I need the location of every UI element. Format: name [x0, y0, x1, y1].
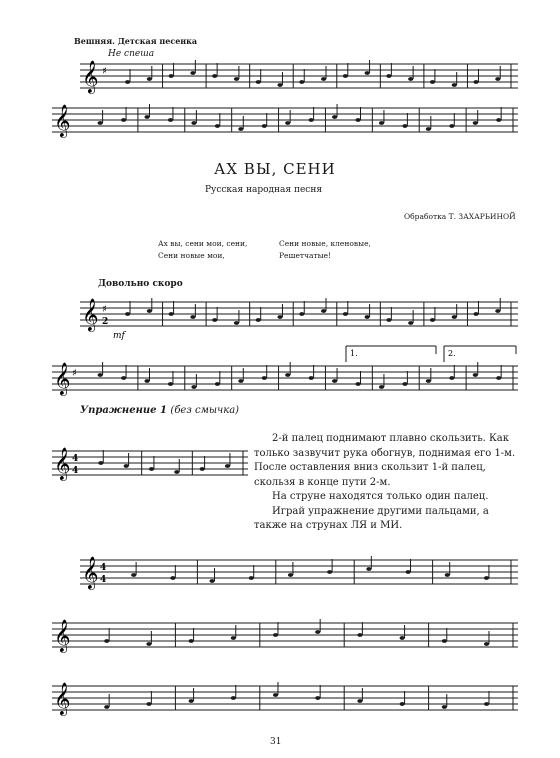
- svg-text:4: 4: [100, 575, 107, 585]
- note-head: [170, 576, 175, 580]
- note-head: [231, 636, 236, 640]
- note-head: [189, 699, 194, 703]
- note-head: [285, 373, 290, 377]
- note-head: [168, 382, 173, 386]
- note-head: [343, 312, 348, 316]
- note-head: [321, 309, 326, 313]
- verse-left: [158, 238, 247, 262]
- verse-line: Ах вы, сени мои, сени,: [158, 239, 248, 248]
- note-head: [379, 385, 384, 389]
- note-head: [124, 464, 129, 468]
- note-head: [169, 312, 174, 316]
- note-head: [125, 80, 130, 84]
- piece-credit: Вешняя. Детская песенка: [74, 36, 198, 46]
- note-head: [131, 573, 136, 577]
- note-head: [400, 636, 405, 640]
- note-head: [249, 576, 254, 580]
- exercise-staff: [52, 447, 252, 481]
- note-head: [121, 118, 126, 122]
- note-head: [408, 77, 413, 81]
- page-number: 31: [270, 737, 282, 747]
- note-head: [191, 385, 196, 389]
- note-head: [357, 699, 362, 703]
- staff-3: [80, 298, 520, 341]
- volta-1-label: 1.: [350, 349, 358, 358]
- note-head: [473, 121, 478, 125]
- exercise-staff-4: [52, 682, 522, 716]
- note-head: [256, 80, 261, 84]
- note-head: [285, 121, 290, 125]
- exercise-staff-3: [52, 619, 522, 653]
- note-head: [473, 80, 478, 84]
- note-head: [473, 373, 478, 377]
- note-head: [484, 576, 489, 580]
- note-head: [496, 118, 501, 122]
- note-head: [98, 121, 103, 125]
- note-head: [146, 642, 151, 646]
- note-head: [365, 315, 370, 319]
- song-subtitle: Русская народная песня: [205, 185, 322, 195]
- note-head: [402, 382, 407, 386]
- note-head: [147, 77, 152, 81]
- note-head: [442, 705, 447, 709]
- note-head: [400, 702, 405, 706]
- staff-1: [80, 60, 520, 94]
- sharp-icon: ♯: [72, 368, 77, 379]
- arranger-credit: Обработка Т. ЗАХАРЬИНОЙ: [404, 212, 516, 221]
- note-head: [212, 318, 217, 322]
- instruction-paragraph: На струне находятся только один палец.: [272, 491, 489, 502]
- note-head: [495, 309, 500, 313]
- note-head: [273, 633, 278, 637]
- note-head: [452, 315, 457, 319]
- dynamic-mf: mf: [113, 331, 125, 341]
- note-head: [299, 312, 304, 316]
- verse-line: Сени новые, кленовые,: [279, 239, 371, 248]
- note-head: [104, 705, 109, 709]
- note-head: [473, 312, 478, 316]
- note-head: [430, 318, 435, 322]
- note-head: [355, 382, 360, 386]
- note-head: [277, 83, 282, 87]
- exercise-title: Упражнение 1: [80, 405, 167, 416]
- volta-2-label: 2.: [448, 349, 456, 358]
- note-head: [315, 696, 320, 700]
- note-head: [445, 573, 450, 577]
- tempo-marking: Не спеша: [108, 49, 155, 59]
- time-signature: 2: [102, 317, 109, 327]
- note-head: [225, 464, 230, 468]
- note-head: [191, 121, 196, 125]
- note-head: [379, 121, 384, 125]
- note-head: [327, 570, 332, 574]
- note-head: [212, 74, 217, 78]
- note-head: [366, 567, 371, 571]
- note-head: [200, 467, 205, 471]
- note-head: [309, 118, 314, 122]
- song-tempo: Довольно скоро: [98, 279, 183, 289]
- note-head: [343, 74, 348, 78]
- treble-clef-icon: 𝄞: [82, 298, 99, 331]
- note-head: [238, 127, 243, 131]
- time-signature: 4: [72, 466, 79, 476]
- note-head: [174, 470, 179, 474]
- note-head: [231, 696, 236, 700]
- note-head: [215, 382, 220, 386]
- note-head: [210, 579, 215, 583]
- verse-right: [279, 238, 371, 262]
- note-head: [98, 373, 103, 377]
- instruction-paragraph: Играй упражнение другими пальцами, а также на струнах ЛЯ и МИ.: [254, 505, 489, 531]
- note-head: [484, 642, 489, 646]
- note-head: [121, 376, 126, 380]
- note-head: [495, 77, 500, 81]
- staff-2: [52, 104, 522, 138]
- note-head: [288, 573, 293, 577]
- treble-clef-icon: 𝄞: [54, 104, 71, 137]
- note-head: [355, 118, 360, 122]
- treble-clef-icon: 𝄞: [54, 619, 71, 652]
- note-head: [190, 315, 195, 319]
- note-head: [149, 467, 154, 471]
- note-head: [215, 124, 220, 128]
- note-head: [357, 633, 362, 637]
- volta-brackets: [346, 346, 516, 362]
- note-head: [273, 693, 278, 697]
- sharp-icon: ♯: [102, 66, 107, 77]
- note-head: [452, 83, 457, 87]
- note-head: [309, 376, 314, 380]
- treble-clef-icon: 𝄞: [82, 60, 99, 93]
- treble-clef-icon: 𝄞: [54, 682, 71, 715]
- note-head: [332, 379, 337, 383]
- note-head: [386, 318, 391, 322]
- verse-line: Сени новые мои,: [158, 251, 225, 260]
- verse-line: Решетчатые!: [279, 251, 332, 260]
- note-head: [449, 124, 454, 128]
- note-head: [190, 71, 195, 75]
- treble-clef-icon: 𝄞: [82, 556, 99, 589]
- note-head: [426, 379, 431, 383]
- note-head: [98, 461, 103, 465]
- note-head: [189, 639, 194, 643]
- svg-text:4: 4: [100, 563, 107, 573]
- exercise-heading: [80, 405, 239, 416]
- note-head: [262, 124, 267, 128]
- treble-clef-icon: 𝄞: [54, 447, 71, 480]
- treble-clef-icon: 𝄞: [54, 362, 71, 395]
- note-head: [144, 379, 149, 383]
- staff-4: [52, 344, 522, 395]
- note-head: [147, 309, 152, 313]
- song-title: АХ ВЫ, СЕНИ: [214, 160, 336, 178]
- exercise-staff-2: [80, 556, 520, 590]
- note-head: [430, 80, 435, 84]
- sharp-icon: ♯: [102, 304, 107, 315]
- note-head: [104, 639, 109, 643]
- note-head: [321, 77, 326, 81]
- note-head: [262, 376, 267, 380]
- exercise-note: (без смычка): [170, 405, 240, 416]
- note-head: [442, 639, 447, 643]
- note-head: [402, 124, 407, 128]
- note-head: [332, 115, 337, 119]
- note-head: [169, 74, 174, 78]
- note-head: [386, 74, 391, 78]
- note-head: [256, 318, 261, 322]
- note-head: [238, 379, 243, 383]
- note-head: [146, 702, 151, 706]
- note-head: [299, 80, 304, 84]
- note-head: [168, 118, 173, 122]
- exercise-instructions: [254, 432, 520, 534]
- note-head: [408, 321, 413, 325]
- note-head: [144, 115, 149, 119]
- note-head: [426, 127, 431, 131]
- note-head: [277, 315, 282, 319]
- note-head: [484, 702, 489, 706]
- instruction-paragraph: 2-й палец поднимают плавно скользить. Как только зазвучит рука обогнув, поднимая его 1-м. После оставления вниз скользит 1-й палец, скользя в конце пути 2-м.: [254, 433, 516, 488]
- note-head: [365, 71, 370, 75]
- note-head: [315, 630, 320, 634]
- note-head: [449, 376, 454, 380]
- note-head: [496, 376, 501, 380]
- note-head: [234, 77, 239, 81]
- note-head: [406, 570, 411, 574]
- time-signature: 4: [72, 454, 79, 464]
- note-head: [125, 312, 130, 316]
- note-head: [234, 321, 239, 325]
